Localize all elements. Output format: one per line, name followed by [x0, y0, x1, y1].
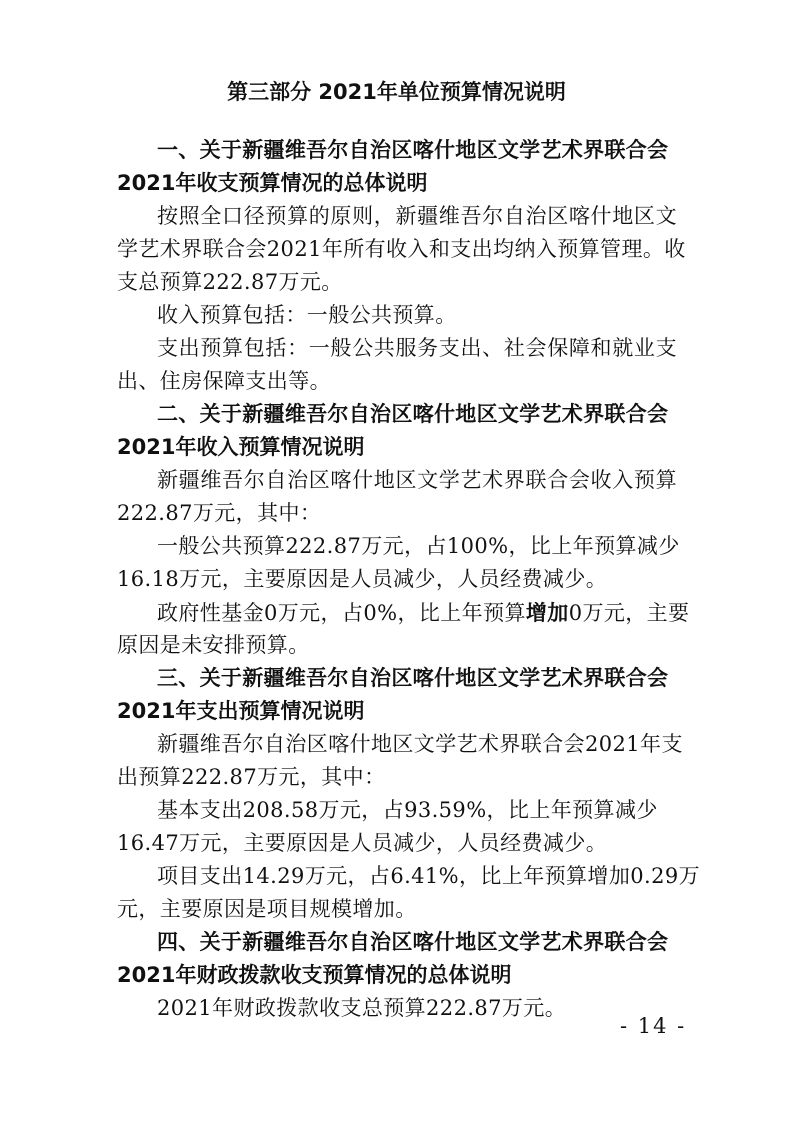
section-heading-2-line-2: 2021年收入预算情况说明 [117, 435, 365, 459]
paragraph-line: 出、住房保障支出等。 [117, 369, 331, 393]
paragraph-line: 项目支出14.29万元，占6.41%，比上年预算增加0.29万 [157, 864, 700, 888]
paragraph-line: 元，主要原因是项目规模增加。 [117, 897, 417, 921]
paragraph-line: 学艺术界联合会2021年所有收入和支出均纳入预算管理。收 [117, 237, 686, 261]
section-heading-1-line-1: 一、关于新疆维吾尔自治区喀什地区文学艺术界联合会 [157, 138, 668, 162]
paragraph-line: 一般公共预算222.87万元，占100%，比上年预算减少 [157, 534, 680, 558]
section-heading-3-line-2: 2021年支出预算情况说明 [117, 699, 365, 723]
text-segment: 政府性基金0万元，占0%，比上年预算 [157, 601, 526, 625]
page-title: 第三部分 2021年单位预算情况说明 [227, 80, 566, 104]
paragraph-line [117, 596, 690, 629]
paragraph-line: 出预算222.87万元，其中： [117, 765, 386, 789]
paragraph-line: 16.47万元，主要原因是人员减少，人员经费减少。 [117, 831, 608, 855]
paragraph-line: 支出预算包括：一般公共服务支出、社会保障和就业支 [157, 336, 677, 360]
document-body [117, 134, 700, 1025]
bold-text-segment: 增加 [525, 600, 569, 625]
paragraph-line: 基本支出208.58万元，占93.59%，比上年预算减少 [157, 798, 658, 822]
section-heading-4-line-1: 四、关于新疆维吾尔自治区喀什地区文学艺术界联合会 [157, 930, 668, 954]
section-heading-2-line-1: 二、关于新疆维吾尔自治区喀什地区文学艺术界联合会 [157, 402, 668, 426]
paragraph-line: 按照全口径预算的原则，新疆维吾尔自治区喀什地区文 [157, 204, 677, 228]
paragraph-line: 原因是未安排预算。 [117, 633, 310, 657]
section-heading-4-line-2: 2021年财政拨款收支预算情况的总体说明 [117, 963, 512, 987]
paragraph-line: 新疆维吾尔自治区喀什地区文学艺术界联合会2021年支 [157, 732, 683, 756]
paragraph-line: 222.87万元，其中： [117, 501, 322, 525]
paragraph-line: 新疆维吾尔自治区喀什地区文学艺术界联合会收入预算 [157, 468, 677, 492]
section-heading-1-line-2: 2021年收支预算情况的总体说明 [117, 171, 428, 195]
paragraph-line: 2021年财政拨款收支总预算222.87万元。 [157, 996, 567, 1020]
text-segment: 0万元，主要 [568, 601, 690, 625]
section-heading-3-line-1: 三、关于新疆维吾尔自治区喀什地区文学艺术界联合会 [157, 666, 668, 690]
paragraph-line: 16.18万元，主要原因是人员减少，人员经费减少。 [117, 567, 608, 591]
page-number: - 14 - [620, 1014, 687, 1038]
paragraph-line: 支总预算222.87万元。 [117, 270, 343, 294]
paragraph-line: 收入预算包括：一般公共预算。 [157, 303, 457, 327]
